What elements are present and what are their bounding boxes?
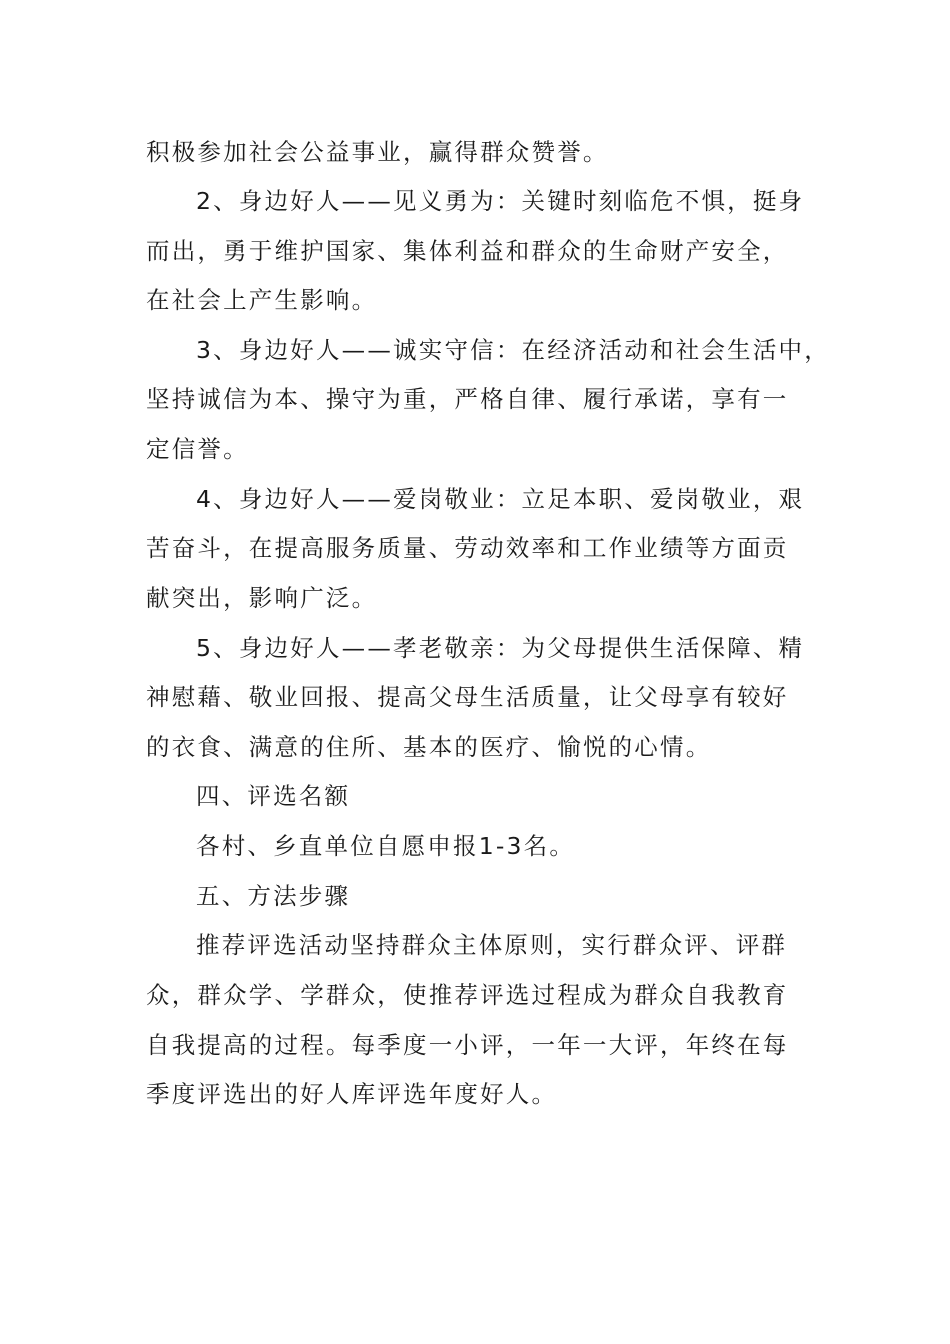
text-line: 而出，勇于维护国家、集体利益和群众的生命财产安全， <box>146 237 789 265</box>
section-heading: 四、评选名额 <box>196 782 351 810</box>
text-line: 定信誉。 <box>146 435 249 463</box>
text-line: 季度评选出的好人库评选年度好人。 <box>146 1080 558 1108</box>
text-line: 坚持诚信为本、操守为重，严格自律、履行承诺，享有一 <box>146 385 789 413</box>
text-line: 5、身边好人——孝老敬亲：为父母提供生活保障、精 <box>196 634 805 662</box>
section-heading: 五、方法步骤 <box>196 882 351 910</box>
text-line: 的衣食、满意的住所、基本的医疗、愉悦的心情。 <box>146 733 712 761</box>
text-line: 在社会上产生影响。 <box>146 286 378 314</box>
text-line: 献突出，影响广泛。 <box>146 584 378 612</box>
text-line: 积极参加社会公益事业，赢得群众赞誉。 <box>146 138 609 166</box>
text-line: 自我提高的过程。每季度一小评，一年一大评，年终在每 <box>146 1031 789 1059</box>
text-line: 苦奋斗，在提高服务质量、劳动效率和工作业绩等方面贡 <box>146 534 789 562</box>
text-line: 神慰藉、敬业回报、提高父母生活质量，让父母享有较好 <box>146 683 789 711</box>
text-line: 4、身边好人——爱岗敬业：立足本职、爱岗敬业，艰 <box>196 485 805 513</box>
text-line: 3、身边好人——诚实守信：在经济活动和社会生活中， <box>196 336 830 364</box>
text-line: 众，群众学、学群众，使推荐评选过程成为群众自我教育 <box>146 981 789 1009</box>
text-line: 各村、乡直单位自愿申报1-3名。 <box>196 832 576 860</box>
text-line: 2、身边好人——见义勇为：关键时刻临危不惧，挺身 <box>196 187 805 215</box>
text-line: 推荐评选活动坚持群众主体原则，实行群众评、评群 <box>196 931 788 959</box>
